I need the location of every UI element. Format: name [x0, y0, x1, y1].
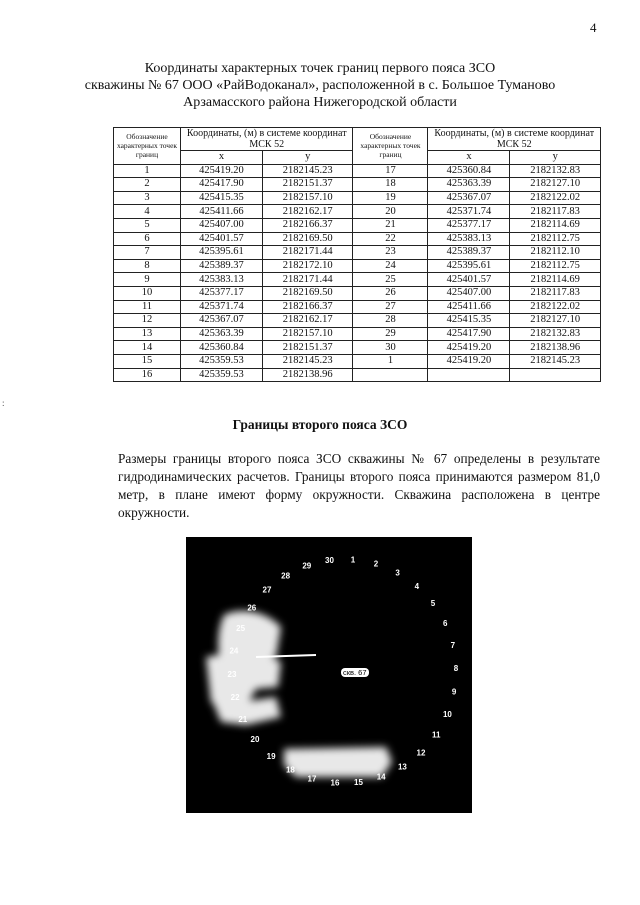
table-row	[114, 341, 601, 355]
table-cell-p2: 30	[353, 341, 428, 355]
header-point-right: Обозначение характерных точек границ	[353, 128, 428, 165]
table-cell-y1: 2182171.44	[262, 246, 353, 260]
table-cell-p1: 4	[114, 205, 181, 219]
boundary-point-label: 7	[450, 641, 456, 650]
table-cell-y1: 2182145.23	[262, 164, 353, 178]
boundary-point-label: 25	[236, 624, 246, 633]
table-cell-x2: 425371.74	[428, 205, 510, 219]
table-cell-x2: 425419.20	[428, 341, 510, 355]
table-cell-p2: 1	[353, 354, 428, 368]
table-cell-y2: 2182138.96	[510, 341, 601, 355]
header-coords-right: Координаты, (м) в системе координат МСК 52	[428, 128, 601, 151]
table-cell-y1: 2182162.17	[262, 314, 353, 328]
table-cell-p1: 6	[114, 232, 181, 246]
table-cell-y2: 2182122.02	[510, 300, 601, 314]
table-cell-p1: 8	[114, 259, 181, 273]
table-cell-p2: 22	[353, 232, 428, 246]
boundary-point-label: 1	[350, 555, 356, 565]
table-cell-p1: 16	[114, 368, 181, 382]
table-cell-x1: 425377.17	[181, 286, 263, 300]
table-cell-p1: 5	[114, 218, 181, 232]
table-cell-x2: 425377.17	[428, 218, 510, 232]
table-cell-y2: 2182145.23	[510, 354, 601, 368]
title-line-2: скважины № 67 ООО «РайВодоканал», расположенной в с. Большое Туманово	[84, 78, 556, 93]
boundary-point-label: 2	[373, 559, 379, 569]
header-y-left: y	[262, 151, 353, 165]
table-cell-p2: 27	[353, 300, 428, 314]
document-title	[0, 60, 640, 111]
section-heading: Границы второго пояса ЗСО	[232, 417, 408, 432]
table-row	[114, 205, 601, 219]
boundary-point-label: 12	[416, 748, 426, 758]
table-cell-p2: 24	[353, 259, 428, 273]
table-row	[114, 259, 601, 273]
table-cell-p2: 21	[353, 218, 428, 232]
table-cell-y1: 2182166.37	[262, 300, 353, 314]
table-cell-x2: 425363.39	[428, 178, 510, 192]
header-y-right: y	[510, 151, 601, 165]
table-cell-y1: 2182138.96	[262, 368, 353, 382]
table-cell-x2: 425411.66	[428, 300, 510, 314]
well-label: скв. 67	[343, 668, 367, 677]
zone-diagram-svg	[186, 537, 472, 813]
boundary-point-label: 3	[395, 568, 400, 578]
table-cell-p1: 11	[114, 300, 181, 314]
table-cell-y1: 2182166.37	[262, 218, 353, 232]
boundary-point-label: 15	[354, 778, 363, 788]
table-cell-y2	[510, 368, 601, 382]
boundary-point-label: 6	[442, 618, 448, 628]
boundary-point-label: 14	[376, 772, 386, 782]
table-cell-x1: 425407.00	[181, 218, 263, 232]
table-cell-p1: 15	[114, 354, 181, 368]
table-cell-y2: 2182114.69	[510, 218, 601, 232]
table-cell-y1: 2182151.37	[262, 178, 353, 192]
table-cell-p1: 14	[114, 341, 181, 355]
table-cell-p1: 2	[114, 178, 181, 192]
margin-mark: :	[2, 398, 5, 408]
title-line-1: Координаты характерных точек границ первого пояса ЗСО	[144, 61, 496, 76]
table-cell-p2: 17	[353, 164, 428, 178]
table-cell-x2: 425417.90	[428, 327, 510, 341]
boundary-point-label: 21	[238, 715, 248, 725]
table-cell-y2: 2182112.10	[510, 246, 601, 260]
boundary-point-label: 4	[414, 581, 420, 591]
table-cell-p2: 18	[353, 178, 428, 192]
table-cell-x2	[428, 368, 510, 382]
table-cell-x1: 425359.53	[181, 368, 263, 382]
table-cell-x1: 425359.53	[181, 354, 263, 368]
boundary-point-label: 20	[250, 735, 260, 745]
table-row	[114, 286, 601, 300]
table-cell-p1: 13	[114, 327, 181, 341]
table-cell-p1: 1	[114, 164, 181, 178]
table-cell-y1: 2182162.17	[262, 205, 353, 219]
table-cell-x1: 425415.35	[181, 191, 263, 205]
table-row	[114, 164, 601, 178]
boundary-point-label: 30	[325, 555, 334, 565]
boundary-point-label: 26	[247, 603, 257, 613]
table-cell-p2: 23	[353, 246, 428, 260]
table-cell-y2: 2182132.83	[510, 327, 601, 341]
header-x-left: x	[181, 151, 263, 165]
table-cell-p1: 9	[114, 273, 181, 287]
boundary-point-label: 22	[230, 693, 240, 702]
boundary-point-label: 19	[266, 752, 276, 762]
zone-diagram	[186, 537, 472, 813]
table-cell-x2: 425401.57	[428, 273, 510, 287]
header-coords-left: Координаты, (м) в системе координат МСК 52	[181, 128, 353, 151]
table-cell-y2: 2182117.83	[510, 205, 601, 219]
table-cell-x1: 425417.90	[181, 178, 263, 192]
table-cell-x2: 425367.07	[428, 191, 510, 205]
boundary-point-label: 28	[281, 571, 291, 581]
table-cell-y1: 2182157.10	[262, 327, 353, 341]
boundary-point-label: 17	[307, 774, 317, 784]
table-cell-x1: 425401.57	[181, 232, 263, 246]
boundary-point-label: 24	[229, 646, 239, 656]
table-cell-y2: 2182127.10	[510, 314, 601, 328]
boundary-point-label: 13	[397, 762, 407, 772]
table-cell-y1: 2182145.23	[262, 354, 353, 368]
table-cell-x1: 425395.61	[181, 246, 263, 260]
table-row	[114, 178, 601, 192]
table-cell-p1: 7	[114, 246, 181, 260]
table-cell-x1: 425367.07	[181, 314, 263, 328]
table-cell-y2: 2182112.75	[510, 259, 601, 273]
table-cell-p1: 12	[114, 314, 181, 328]
body-paragraph: Размеры границы второго пояса ЗСО скважины № 67 определены в результате гидродинамических расчетов. Границы второго пояса принимаются размером 81,0 метр, в плане имеют форму окружности. Скважина расположена в центре окружности.	[118, 451, 600, 520]
coordinates-table	[113, 127, 601, 382]
table-cell-y1: 2182169.50	[262, 232, 353, 246]
table-cell-x2: 425389.37	[428, 246, 510, 260]
table-row	[114, 368, 601, 382]
table-cell-x1: 425363.39	[181, 327, 263, 341]
table-cell-x1: 425389.37	[181, 259, 263, 273]
boundary-point-label: 8	[453, 664, 459, 674]
table-cell-x2: 425419.20	[428, 354, 510, 368]
table-cell-p2: 28	[353, 314, 428, 328]
table-cell-p2	[353, 368, 428, 382]
table-cell-y2: 2182117.83	[510, 286, 601, 300]
table-cell-x2: 425407.00	[428, 286, 510, 300]
boundary-point-label: 10	[442, 710, 452, 719]
table-cell-p2: 20	[353, 205, 428, 219]
table-cell-p1: 10	[114, 286, 181, 300]
header-x-right: x	[428, 151, 510, 165]
table-cell-y1: 2182172.10	[262, 259, 353, 273]
table-cell-y2: 2182114.69	[510, 273, 601, 287]
table-row	[114, 354, 601, 368]
boundary-point-label: 16	[330, 778, 340, 788]
table-row	[114, 218, 601, 232]
table-cell-x2: 425383.13	[428, 232, 510, 246]
table-cell-x1: 425419.20	[181, 164, 263, 178]
table-cell-y2: 2182122.02	[510, 191, 601, 205]
table-cell-p2: 26	[353, 286, 428, 300]
boundary-point-label: 9	[451, 687, 457, 697]
table-cell-x1: 425360.84	[181, 341, 263, 355]
table-row	[114, 314, 601, 328]
boundary-point-label: 23	[227, 669, 237, 679]
table-cell-y1: 2182157.10	[262, 191, 353, 205]
boundary-point-label: 29	[302, 561, 312, 571]
boundary-point-label: 27	[262, 585, 272, 595]
table-cell-y1: 2182151.37	[262, 341, 353, 355]
table-cell-x1: 425371.74	[181, 300, 263, 314]
boundary-point-label: 5	[430, 598, 436, 608]
boundary-point-label: 18	[285, 765, 295, 775]
table-row	[114, 273, 601, 287]
table-cell-y2: 2182112.75	[510, 232, 601, 246]
header-point-left: Обозначение характерных точек границ	[114, 128, 181, 165]
table-body	[114, 164, 601, 382]
title-line-3: Арзамасского района Нижегородской области	[183, 95, 457, 110]
boundary-point-label: 11	[431, 730, 441, 740]
table-cell-p1: 3	[114, 191, 181, 205]
table-cell-y2: 2182127.10	[510, 178, 601, 192]
table-cell-x2: 425415.35	[428, 314, 510, 328]
table-row	[114, 191, 601, 205]
table-cell-p2: 19	[353, 191, 428, 205]
table-cell-x2: 425395.61	[428, 259, 510, 273]
table-cell-p2: 25	[353, 273, 428, 287]
table-cell-y1: 2182169.50	[262, 286, 353, 300]
page-number: 4	[590, 20, 597, 35]
table-row	[114, 232, 601, 246]
table-row	[114, 246, 601, 260]
table-row	[114, 300, 601, 314]
table-row	[114, 327, 601, 341]
table-cell-p2: 29	[353, 327, 428, 341]
table-cell-x2: 425360.84	[428, 164, 510, 178]
table-cell-x1: 425411.66	[181, 205, 263, 219]
table-cell-x1: 425383.13	[181, 273, 263, 287]
table-cell-y1: 2182171.44	[262, 273, 353, 287]
table-cell-y2: 2182132.83	[510, 164, 601, 178]
